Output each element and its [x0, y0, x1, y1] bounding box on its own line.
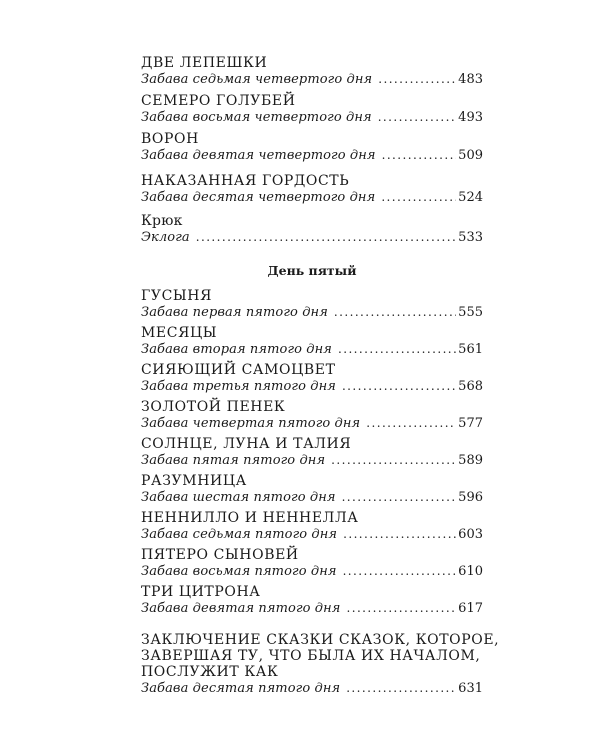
entry-title-line: ПОСЛУЖИТ КАК [141, 664, 279, 680]
entry-title: МЕСЯЦЫ [141, 325, 218, 341]
entry-title: ЗОЛОТОЙ ПЕНЕК [141, 399, 286, 415]
entry-line [141, 71, 483, 88]
dot-leader [378, 71, 456, 87]
entry-line [141, 229, 483, 246]
entry-title: СЕМЕРО ГОЛУБЕЙ [141, 93, 296, 109]
page-number: 577 [458, 416, 483, 431]
toc-entry-final[interactable] [141, 632, 500, 697]
page-number: 493 [458, 110, 483, 125]
dot-leader [334, 304, 456, 320]
entry-line [141, 304, 483, 321]
entry-subtitle: Забава седьмая четвертого дня [141, 72, 373, 87]
page-number: 533 [458, 230, 483, 245]
entry-title-line: ЗАВЕРШАЯ ТУ, ЧТО БЫЛА ИХ НАЧАЛОМ, [141, 648, 481, 664]
page-number: 596 [458, 490, 483, 505]
dot-leader [331, 452, 456, 468]
toc-entry[interactable] [141, 325, 483, 358]
dot-leader [342, 489, 457, 505]
dot-leader [366, 415, 456, 431]
toc-entry[interactable] [141, 173, 483, 206]
entry-line [141, 452, 483, 469]
entry-line [141, 415, 483, 432]
page-number: 603 [458, 527, 483, 542]
entry-subtitle: Забава первая пятого дня [141, 305, 328, 320]
section-heading: День пятый [267, 263, 357, 278]
dot-leader [338, 341, 456, 357]
entry-subtitle: Забава восьмая четвертого дня [141, 110, 372, 125]
entry-line [141, 680, 483, 697]
entry-subtitle: Забава десятая четвертого дня [141, 190, 376, 205]
page-number: 631 [458, 681, 483, 696]
toc-entry[interactable] [141, 547, 483, 580]
dot-leader [196, 229, 456, 245]
toc-entry[interactable] [141, 510, 483, 543]
toc-entry[interactable] [141, 93, 483, 126]
entry-title: ПЯТЕРО СЫНОВЕЙ [141, 547, 299, 563]
entry-title: Крюк [141, 213, 183, 229]
dot-leader [378, 109, 456, 125]
toc-entry[interactable] [141, 131, 483, 164]
entry-title: СОЛНЦЕ, ЛУНА И ТАЛИЯ [141, 436, 352, 452]
page-number: 589 [458, 453, 483, 468]
entry-title: ВОРОН [141, 131, 199, 147]
entry-title: РАЗУМНИЦА [141, 473, 247, 489]
dot-leader [346, 680, 456, 696]
page-number: 555 [458, 305, 483, 320]
toc-entry[interactable] [141, 55, 483, 88]
entry-line [141, 109, 483, 126]
entry-line [141, 526, 483, 543]
entry-title: ДВЕ ЛЕПЕШКИ [141, 55, 268, 71]
toc-entry[interactable] [141, 399, 483, 432]
entry-title-line: ЗАКЛЮЧЕНИЕ СКАЗКИ СКАЗОК, КОТОРОЕ, [141, 632, 500, 648]
dot-leader [381, 189, 456, 205]
page-number: 568 [458, 379, 483, 394]
toc-entry[interactable] [141, 288, 483, 321]
entry-subtitle: Эклога [141, 230, 190, 245]
entry-subtitle: Забава вторая пятого дня [141, 342, 332, 357]
entry-title: ТРИ ЦИТРОНА [141, 584, 261, 600]
entry-title: ГУСЫНЯ [141, 288, 212, 304]
entry-line [141, 147, 483, 164]
entry-subtitle: Забава девятая пятого дня [141, 601, 341, 616]
dot-leader [342, 378, 456, 394]
page-number: 524 [458, 190, 483, 205]
page-number: 617 [458, 601, 483, 616]
entry-subtitle: Забава седьмая пятого дня [141, 527, 338, 542]
entry-line [141, 489, 483, 506]
page-number: 509 [458, 148, 483, 163]
entry-line [141, 563, 483, 580]
dot-leader [343, 563, 457, 579]
entry-line [141, 341, 483, 358]
entry-title: СИЯЮЩИЙ САМОЦВЕТ [141, 362, 336, 378]
entry-subtitle: Забава восьмая пятого дня [141, 564, 337, 579]
dot-leader [382, 147, 457, 163]
toc-entry[interactable] [141, 213, 483, 246]
toc-entry[interactable] [141, 473, 483, 506]
entry-title: НАКАЗАННАЯ ГОРДОСТЬ [141, 173, 350, 189]
entry-subtitle: Забава третья пятого дня [141, 379, 336, 394]
toc-entry[interactable] [141, 436, 483, 469]
page-number: 610 [458, 564, 483, 579]
entry-line [141, 378, 483, 395]
entry-line [141, 189, 483, 206]
page-number: 561 [458, 342, 483, 357]
entry-subtitle: Забава десятая пятого дня [141, 681, 341, 696]
entry-title: НЕННИЛЛО И НЕННЕЛЛА [141, 510, 359, 526]
dot-leader [346, 600, 456, 616]
entry-subtitle: Забава пятая пятого дня [141, 453, 326, 468]
page-number: 483 [458, 72, 483, 87]
toc-entry[interactable] [141, 584, 483, 617]
dot-leader [343, 526, 456, 542]
entry-subtitle: Забава шестая пятого дня [141, 490, 336, 505]
toc-entry[interactable] [141, 362, 483, 395]
entry-subtitle: Забава девятая четвертого дня [141, 148, 376, 163]
entry-line [141, 600, 483, 617]
entry-subtitle: Забава четвертая пятого дня [141, 416, 361, 431]
table-of-contents [141, 55, 500, 697]
